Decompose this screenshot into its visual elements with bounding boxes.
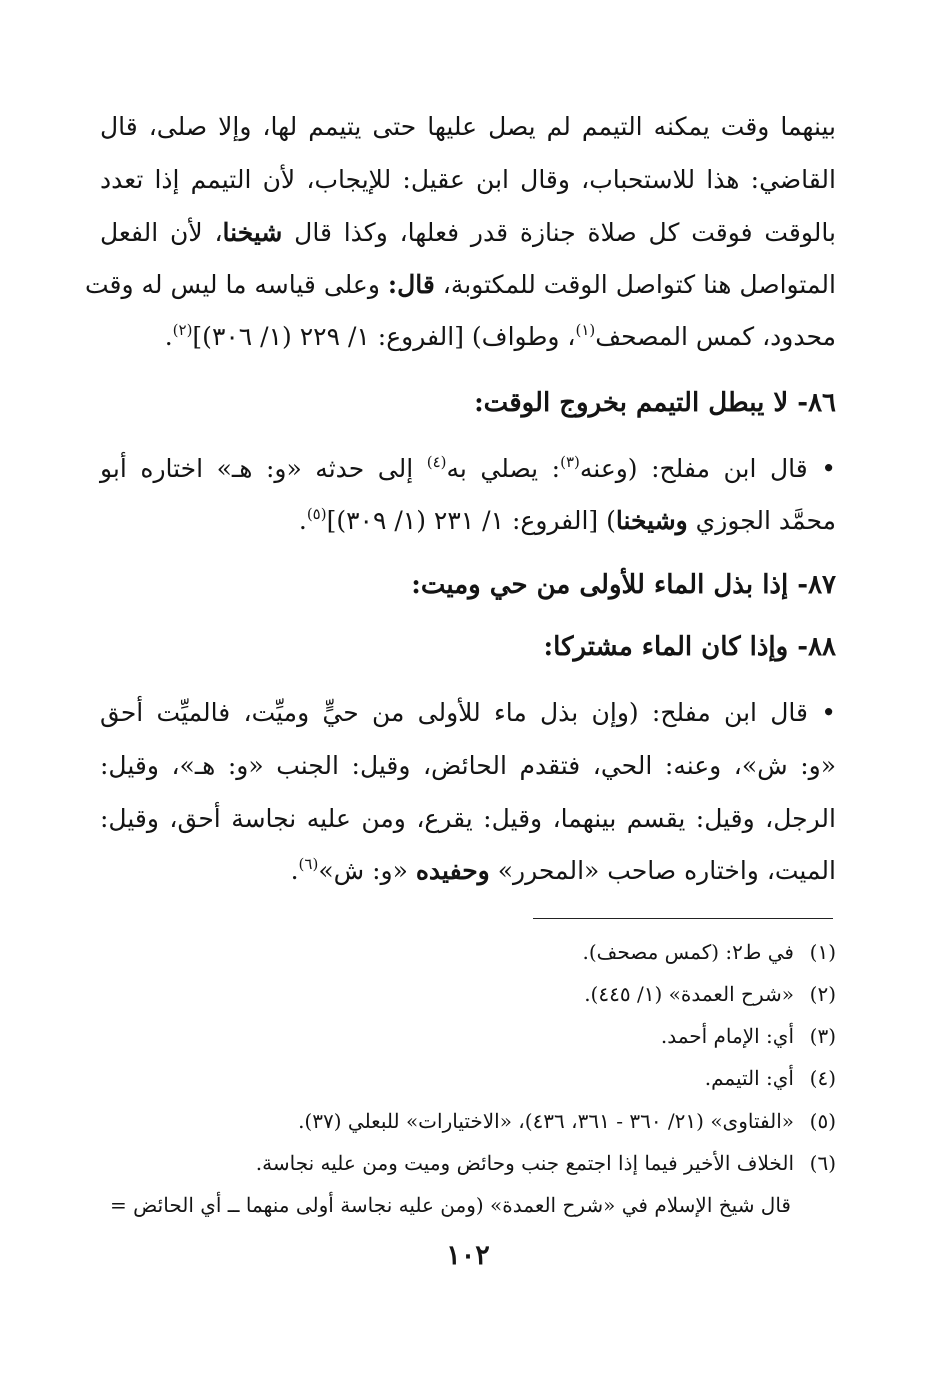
body-line xyxy=(100,157,836,203)
text-run: • قال ابن مفلح: (وإن بذل ماء للأولى من حيٍّ وميِّت، فالميِّت أحق xyxy=(100,698,836,727)
footnote xyxy=(100,977,836,1011)
text-run: الميت، واختاره صاحب «المحرر» xyxy=(489,856,836,885)
text-run: • قال ابن مفلح: (وعنه xyxy=(579,454,836,483)
footnote-ref[interactable]: (٢) xyxy=(172,321,193,339)
footnote-ref[interactable]: (٥) xyxy=(306,505,327,523)
body-line xyxy=(100,796,836,842)
bold-term: شيخنا xyxy=(222,218,283,247)
body-line xyxy=(100,314,836,360)
text-run: إلى حدثه «و: هـ» اختاره أبو xyxy=(100,454,427,483)
footnote-ref[interactable]: (٤) xyxy=(426,453,447,471)
footnote-ref[interactable]: (١) xyxy=(575,321,596,339)
body-line xyxy=(100,210,836,256)
bold-term: وحفيده xyxy=(415,856,490,885)
text-run: ) [الفروع: ١/ ٢٣١ (١/ ٣٠٩)] xyxy=(326,506,616,535)
footnote-text: في ط٢: (كمس مصحف). xyxy=(582,940,794,964)
body-line xyxy=(100,690,836,736)
section-heading-87: ٨٧- إذا بذل الماء للأولى من حي وميت: xyxy=(411,570,836,600)
text-run: . xyxy=(164,322,173,351)
body-line xyxy=(100,498,836,544)
footnote-separator xyxy=(533,918,833,919)
bold-term: قال: xyxy=(387,270,435,299)
body-line xyxy=(100,848,836,894)
footnote-ref[interactable]: (٦) xyxy=(298,855,319,873)
section-heading-86: ٨٦- لا يبطل التيمم بخروج الوقت: xyxy=(474,388,836,418)
footnote xyxy=(100,1061,836,1095)
text-run: «و: ش»، وعنه: الحي، فتقدم الحائض، وقيل: الجنب «و: هـ»، وقيل: xyxy=(100,751,836,780)
footnote-text: «الفتاوى» (٢١/ ٣٦٠ - ٣٦١، ٤٣٦)، «الاختيارات» للبعلي (٣٧). xyxy=(298,1109,794,1133)
footnote xyxy=(100,1146,836,1180)
text-run: محمَّد الجوزي xyxy=(687,506,836,535)
footnote-text: أي: التيمم. xyxy=(704,1066,794,1090)
text-run: ، وطواف) [الفروع: ١/ ٢٢٩ (١/ ٣٠٦)] xyxy=(192,322,576,351)
page-number: ١٠٢ xyxy=(446,1240,490,1271)
section-heading-88: ٨٨- وإذا كان الماء مشتركا: xyxy=(543,632,836,662)
body-line xyxy=(100,743,836,789)
footnote xyxy=(100,935,836,969)
footnote xyxy=(100,1019,836,1053)
footnote-ref[interactable]: (٣) xyxy=(560,453,580,471)
text-run: وعلى قياسه ما ليس له وقت xyxy=(84,270,388,299)
footnote-number: (١) xyxy=(809,940,836,964)
text-run: الرجل، وقيل: يقسم بينهما، وقيل: يقرع، ومن عليه نجاسة أحق، وقيل: xyxy=(100,804,836,833)
footnote xyxy=(100,1104,836,1138)
body-line xyxy=(84,262,836,308)
text-run: القاضي: هذا للاستحباب، وقال ابن عقيل: للإيجاب، لأن التيمم إذا تعدد xyxy=(100,165,836,194)
text-run: ، لأن الفعل xyxy=(100,218,223,247)
text-run: . xyxy=(298,506,307,535)
footnote-continuation: قال شيخ الإسلام في «شرح العمدة» (ومن عليه نجاسة أولى منهما ــ أي الحائض = xyxy=(110,1193,791,1217)
bold-term: وشيخنا xyxy=(615,506,688,535)
text-run: محدود، كمس المصحف xyxy=(595,322,836,351)
footnote-text: الخلاف الأخير فيما إذا اجتمع جنب وحائض وميت ومن عليه نجاسة. xyxy=(255,1151,794,1175)
text-run: : يصلي به xyxy=(446,454,561,483)
footnote-number: (٥) xyxy=(809,1109,836,1133)
footnote-number: (٦) xyxy=(809,1151,836,1175)
footnote-number: (٣) xyxy=(809,1024,836,1048)
footnote-text: أي: الإمام أحمد. xyxy=(660,1024,794,1048)
footnote-number: (٤) xyxy=(809,1066,836,1090)
text-run: بالوقت فوقت كل صلاة جنازة قدر فعلها، وكذا قال xyxy=(282,218,836,247)
text-run: بينهما وقت يمكنه التيمم لم يصل عليها حتى يتيمم لها، وإلا صلى، قال xyxy=(100,112,836,141)
body-line xyxy=(100,446,836,492)
footnote-number: (٢) xyxy=(809,982,836,1006)
text-run: «و: ش» xyxy=(318,856,416,885)
body-line xyxy=(100,104,836,150)
text-run: المتواصل هنا كتواصل الوقت للمكتوبة، xyxy=(434,270,836,299)
footnote-text: «شرح العمدة» (١/ ٤٤٥). xyxy=(584,982,794,1006)
text-run: . xyxy=(290,856,299,885)
